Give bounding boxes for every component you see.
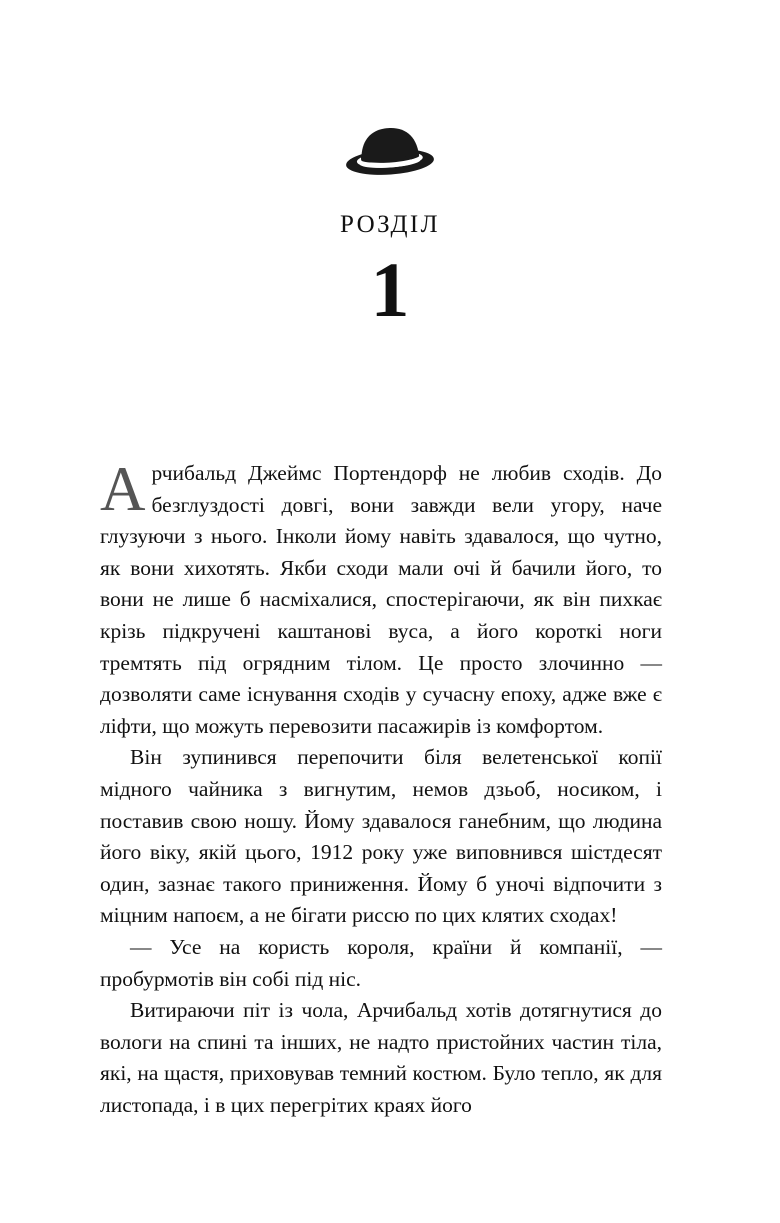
paragraph: Арчибальд Джеймс Портендорф не любив сходів. До безглуздості довгі, вони завжди вели угору, наче глузуючи з нього. Інколи йому навіть здавалося, що чутно, як вони хихотять. Якби сходи мали очі й бачили його, то вони не лише б насміхалися, спостерігаючи, як він пихкає крізь підкручені каштанові вуса, а його короткі ноги тремтять під огрядним тілом. Це просто злочинно — дозволяти саме існування сходів у сучасну епоху, адже вже є ліфти, що можуть перевозити пасажирів із комфортом. [100, 454, 662, 738]
body-text [100, 454, 662, 1121]
chapter-ornament [0, 124, 780, 176]
bowler-hat-icon [344, 124, 436, 176]
chapter-label: РОЗДІЛ [340, 211, 440, 238]
paragraph: Він зупинився перепочити біля велетенської копії мідного чайника з вигнутим, немов дзьоб, носиком, і поставив свою ношу. Йому здавалося ганебним, що людина його віку, якій цього, 1912 року уже виповнився шістдесят один, зазнає такого приниження. Йому б уночі відпочити з міцним напоєм, а не бігати риссю по цих клятих сходах! [100, 745, 662, 928]
paragraph: Витираючи піт із чола, Арчибальд хотів дотягнутися до вологи на спині та інших, не надто пристойних частин тіла, які, на щастя, приховував темний костюм. Було тепло, як для листопада, і в цих перегрітих краях його [100, 998, 662, 1117]
paragraph-dialogue: — Усе на користь короля, країни й компанії, — пробурмотів він собі під ніс. [100, 934, 662, 991]
chapter-number: 1 [370, 246, 410, 333]
